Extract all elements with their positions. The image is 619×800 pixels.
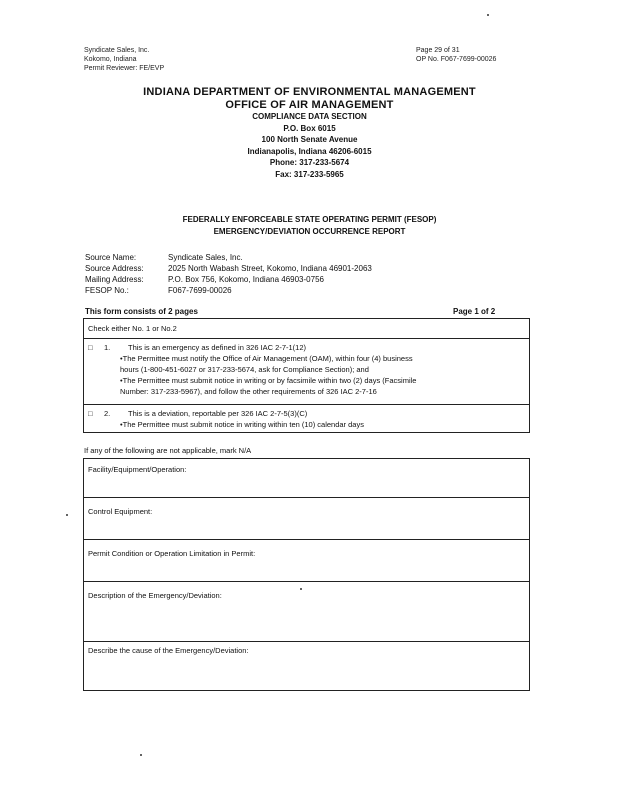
header-op-number: OP No. F067-7699-00026 [416, 56, 497, 63]
source-name-value: Syndicate Sales, Inc. [168, 253, 243, 262]
agency-name: INDIANA DEPARTMENT OF ENVIRONMENTAL MANAGEMENT [143, 86, 476, 98]
field-facility-label: Facility/Equipment/Operation: [88, 465, 187, 474]
header-company: Syndicate Sales, Inc. [84, 47, 150, 54]
report-title-line2: EMERGENCY/DEVIATION OCCURRENCE REPORT [213, 227, 406, 236]
section-name: COMPLIANCE DATA SECTION [252, 112, 367, 121]
form-consists: This form consists of 2 pages [85, 307, 198, 316]
item1-bullet2a: •The Permittee must submit notice in writing or by facsimile within two (2) days (Facsimile [120, 376, 417, 385]
po-box: P.O. Box 6015 [283, 124, 336, 133]
source-name-label: Source Name: [85, 253, 137, 262]
fesop-number-row [85, 285, 232, 296]
fields-box [83, 458, 530, 691]
na-note: If any of the following are not applicable, mark N/A [84, 446, 252, 455]
item1-bullet1b: hours (1-800-451-6027 or 317-233-5674, ask for Compliance Section); and [120, 365, 369, 374]
source-address-value: 2025 North Wabash Street, Kokomo, Indiana 46901-2063 [168, 264, 372, 273]
mailing-address-value: P.O. Box 756, Kokomo, Indiana 46903-0756 [168, 275, 324, 284]
field-control-equipment-label: Control Equipment: [88, 507, 153, 516]
header-right [416, 46, 496, 64]
header-left [84, 46, 164, 73]
item1-bullet1a: •The Permittee must notify the Office of Air Management (OAM), within four (4) business [120, 354, 413, 363]
phone: Phone: 317-233-5674 [269, 158, 350, 167]
check-box [83, 318, 530, 433]
field-cause-label: Describe the cause of the Emergency/Deviation: [88, 646, 249, 655]
source-address-row [85, 263, 372, 274]
office-name: OFFICE OF AIR MANAGEMENT [225, 99, 394, 111]
header-reviewer: Permit Reviewer: FE/EVP [84, 65, 165, 72]
item2-bullet: •The Permittee must submit notice in writing within ten (10) calendar days [120, 420, 364, 429]
check-header: Check either No. 1 or No.2 [88, 324, 177, 333]
field-permit-condition-label: Permit Condition or Operation Limitation in Permit: [88, 549, 256, 558]
item1-text: This is an emergency as defined in 326 IAC 2-7-1(12) [128, 343, 307, 352]
fax: Fax: 317-233-5965 [275, 170, 344, 179]
item1-bullet2b: Number: 317-233-5967), and follow the other requirements of 326 IAC 2-7-16 [120, 387, 377, 396]
mailing-address-label: Mailing Address: [85, 275, 144, 284]
field-description-label: Description of the Emergency/Deviation: [88, 591, 222, 600]
source-name-row [85, 252, 243, 263]
fesop-number-label: FESOP No.: [85, 286, 129, 295]
source-address-label: Source Address: [85, 264, 144, 273]
header-page: Page 29 of 31 [416, 47, 460, 54]
city-address: Indianapolis, Indiana 46206-6015 [247, 147, 372, 156]
report-title-line1: FEDERALLY ENFORCEABLE STATE OPERATING PERMIT (FESOP) [182, 215, 437, 224]
item1-number: 1. [104, 343, 111, 352]
street-address: 100 North Senate Avenue [261, 135, 358, 144]
form-page: Page 1 of 2 [453, 307, 496, 316]
fesop-number-value: F067-7699-00026 [168, 286, 232, 295]
item1-checkbox[interactable]: □ [88, 343, 93, 352]
mailing-address-row [85, 274, 324, 285]
item2-checkbox[interactable]: □ [88, 409, 93, 418]
item2-number: 2. [104, 409, 111, 418]
header-location: Kokomo, Indiana [84, 56, 137, 63]
item2-text: This is a deviation, reportable per 326 IAC 2-7-5(3)(C) [128, 409, 308, 418]
